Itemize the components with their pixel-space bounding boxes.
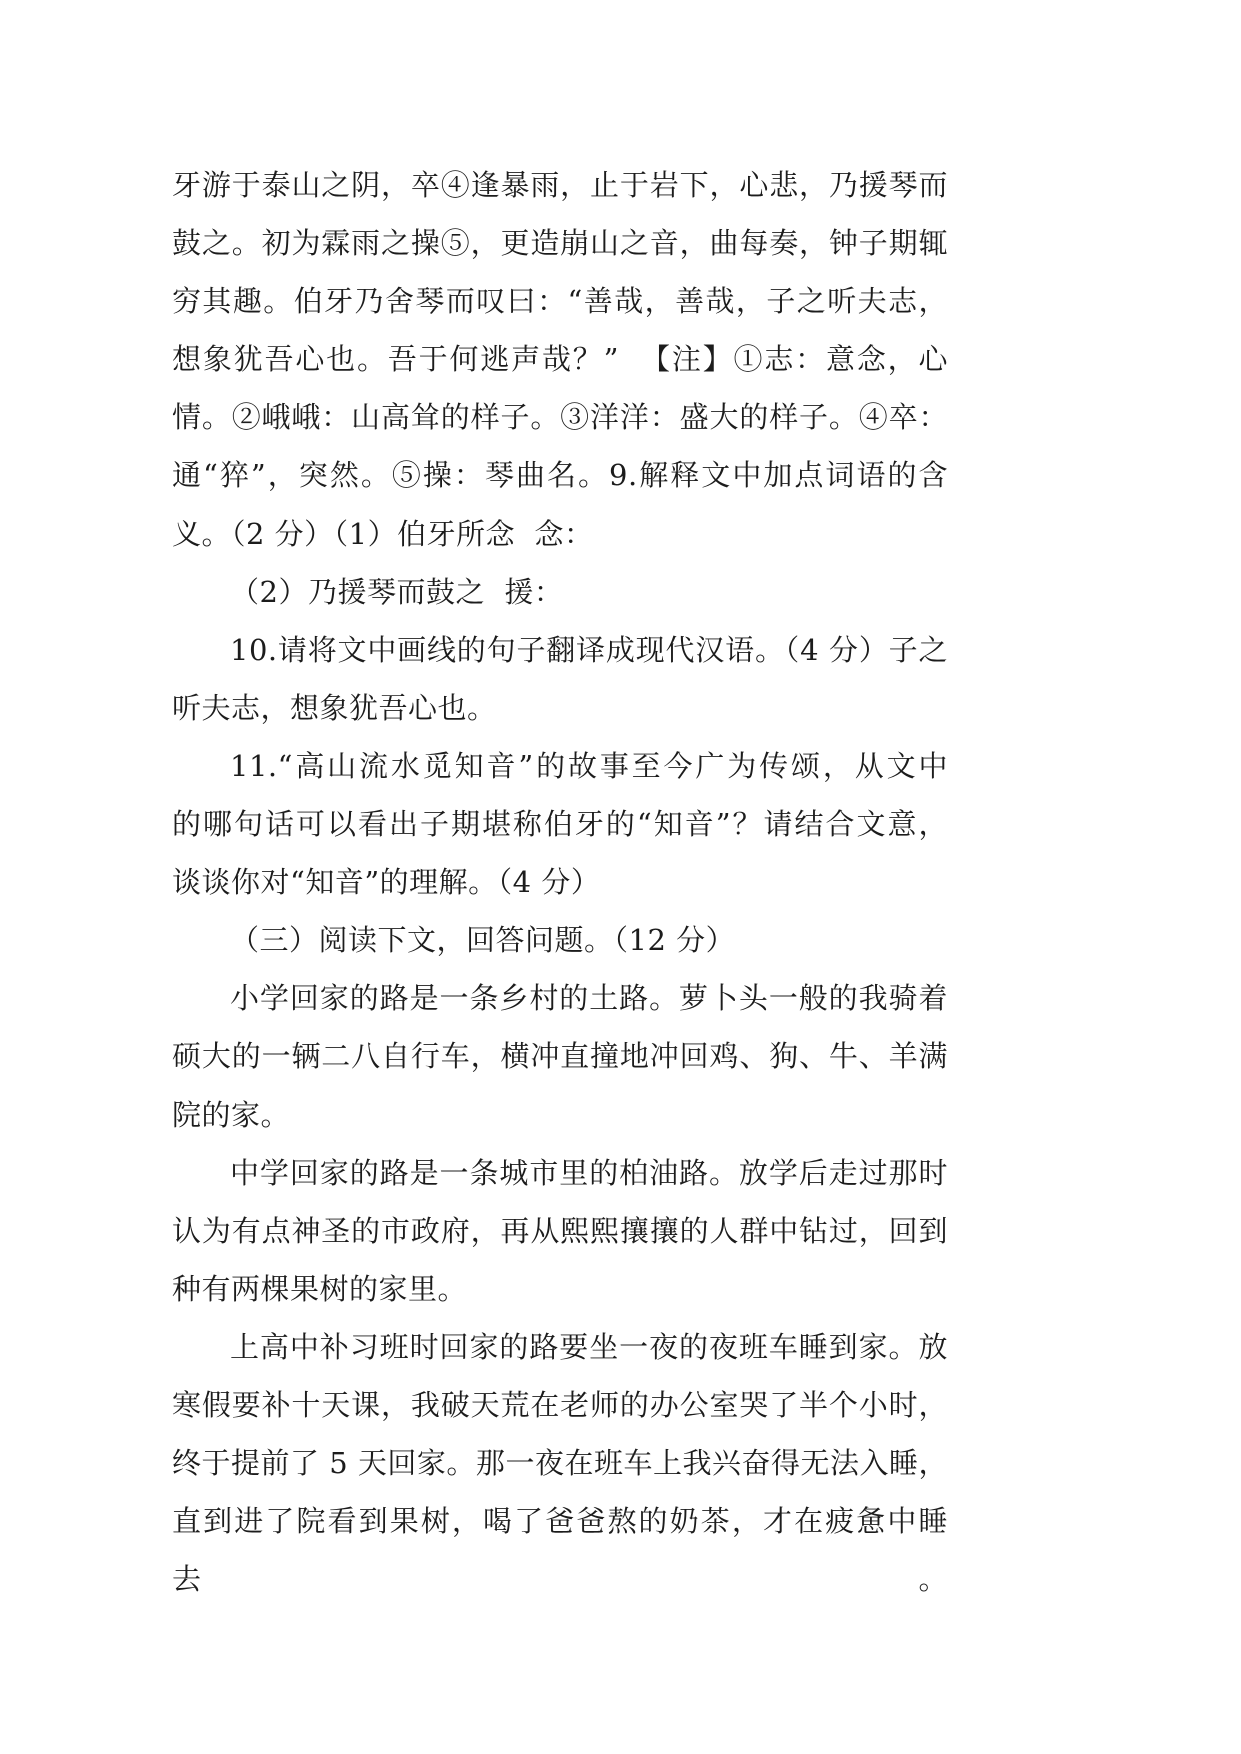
- text-line: 寒假要补十天课，我破天荒在老师的办公室哭了半个小时，: [172, 1387, 948, 1422]
- text-line: （2）乃援琴而鼓之 援：: [230, 574, 564, 609]
- text-line: 11.“高山流水觅知音”的故事至今广为传颂，从文中: [230, 748, 948, 783]
- text-line: 义。（2 分）（1）伯牙所念 念：: [172, 516, 594, 551]
- text-line: 情。②峨峨：山高耸的样子。③洋洋：盛大的样子。④卒：: [172, 400, 948, 435]
- paragraph-primary-school: [172, 969, 948, 1143]
- text-line: 中学回家的路是一条城市里的柏油路。放学后走过那时: [230, 1155, 948, 1190]
- text-line: 终于提前了 5 天回家。那一夜在班车上我兴奋得无法入睡，: [172, 1446, 948, 1481]
- text-line: 上高中补习班时回家的路要坐一夜的夜班车睡到家。放: [230, 1329, 948, 1364]
- section-heading: [172, 911, 948, 969]
- text-line: 院的家。: [172, 1097, 291, 1132]
- text-line: 的哪句话可以看出子期堪称伯牙的“知音”？请结合文意，: [172, 807, 948, 842]
- paragraph-classical-text: [172, 156, 948, 563]
- text-line: 硕大的一辆二八自行车，横冲直撞地冲回鸡、狗、牛、羊满: [172, 1039, 948, 1074]
- text-line: 想象犹吾心也。吾于何逃声哉？” 【注】①志：意念，心: [172, 342, 948, 377]
- text-line: 小学回家的路是一条乡村的土路。萝卜头一般的我骑着: [230, 981, 948, 1016]
- paragraph-high-school: [172, 1318, 948, 1597]
- question-11: [172, 737, 948, 911]
- document-body: [172, 156, 948, 1597]
- text-line: 认为有点神圣的市政府，再从熙熙攘攘的人群中钻过，回到: [172, 1213, 948, 1248]
- text-line: 直到进了院看到果树，喝了爸爸熬的奶茶，才在疲惫中睡去。: [172, 1504, 948, 1597]
- text-line: 谈谈你对“知音”的理解。（4 分）: [172, 865, 601, 900]
- question-10: [172, 621, 948, 737]
- text-line: 通“猝”，突然。⑤操：琴曲名。9.解释文中加点词语的含: [172, 458, 948, 493]
- text-line: 牙游于泰山之阴，卒④逢暴雨，止于岩下，心悲，乃援琴而: [172, 168, 948, 202]
- paragraph-middle-school: [172, 1144, 948, 1318]
- text-line: 鼓之。初为霖雨之操⑤，更造崩山之音，曲每奏，钟子期辄: [172, 226, 948, 261]
- text-line: 听夫志，想象犹吾心也。: [172, 690, 497, 725]
- question-9-part-2: [172, 563, 948, 621]
- text-line: （三）阅读下文，回答问题。（12 分）: [230, 923, 736, 958]
- text-line: 穷其趣。伯牙乃舍琴而叹曰：“善哉，善哉，子之听夫志，: [172, 284, 948, 319]
- text-line: 10.请将文中画线的句子翻译成现代汉语。（4 分）子之: [230, 632, 948, 667]
- text-line: 种有两棵果树的家里。: [172, 1271, 468, 1306]
